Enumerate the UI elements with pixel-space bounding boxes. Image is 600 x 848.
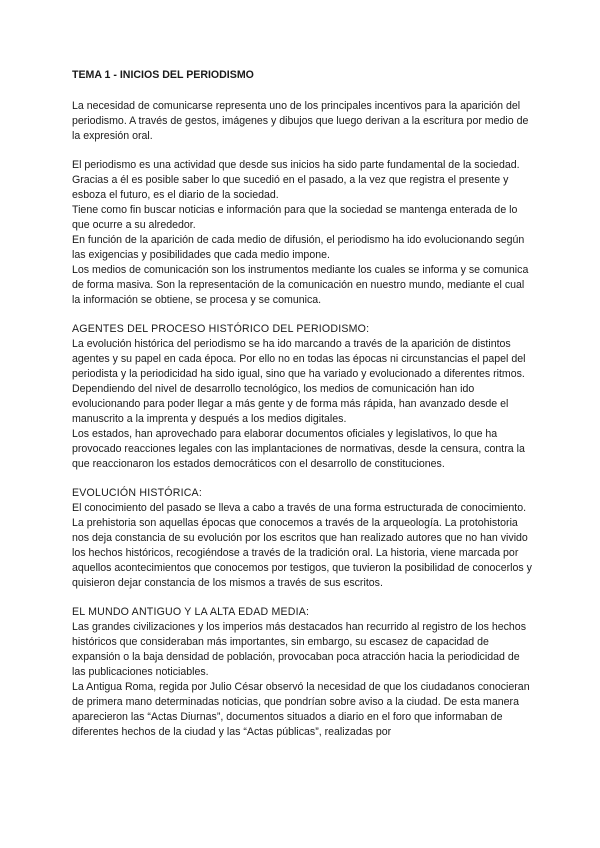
spacer [72,144,534,158]
document-title: TEMA 1 - INICIOS DEL PERIODISMO [72,69,254,81]
section-heading: EL MUNDO ANTIGUO Y LA ALTA EDAD MEDIA: [72,606,310,618]
paragraph: Los estados, han aprovechado para elaborar documentos oficiales y legislativos, lo que ha provocado reacciones legales con las implantaciones de normativas, desde la censura, contra la que reaccionaron los estados democráticos con el desarrollo de constituciones. [72,428,525,470]
paragraph: Tiene como fin buscar noticias e información para que la sociedad se mantenga enterada de lo que ocurre a su alrededor. [72,204,518,231]
section-heading: AGENTES DEL PROCESO HISTÓRICO DEL PERIODISMO: [72,323,370,335]
spacer [72,591,534,605]
intro-paragraph: La necesidad de comunicarse representa uno de los principales incentivos para la aparición del periodismo. A través de gestos, imágenes y dibujos que luego derivan a la escritura por medio de la expresión oral. [72,100,529,142]
spacer [72,472,534,486]
paragraph: Los medios de comunicación son los instrumentos mediante los cuales se informa y se comunica de forma masiva. Son la representación de la comunicación en nuestro mundo, mediante el cual la información se obtiene, se procesa y se comunica. [72,264,529,306]
paragraph: Dependiendo del nivel de desarrollo tecnológico, los medios de comunicación han ido evolucionando para poder llegar a más gente y de forma más rápida, han avanzado desde el manuscrito a la imprenta y después a los medios digitales. [72,383,509,425]
paragraph: El conocimiento del pasado se lleva a cabo a través de una forma estructurada de conocimiento. La prehistoria son aquellas épocas que conocemos a través de la arqueología. La protohistoria nos deja constancia de su evolución por los escritos que han realizado autores que no han vivido los hechos históricos, recogiéndose a través de la tradición oral. La historia, viene marcada por aquellos acontecimientos que conocemos por testigos, que tuvieron la posibilidad de conocerlos y quisieron dejar constancia de los mismos a través de sus escritos. [72,502,532,589]
document-body [72,68,534,740]
paragraph: La Antigua Roma, regida por Julio César observó la necesidad de que los ciudadanos conocieran de primera mano determinadas noticias, que pondrían sobre aviso a la ciudad. De esta manera aparecieron las “Actas Diurnas”, documentos situados a diario en el foro que informaban de diferentes hechos de la ciudad y las “Actas públicas”, realizadas por [72,681,530,738]
section-heading: EVOLUCIÓN HISTÓRICA: [72,487,202,499]
paragraph: Las grandes civilizaciones y los imperios más destacados han recurrido al registro de los hechos históricos que consideraban más importantes, sin embargo, su escasez de capacidad de expansión o la baja densidad de población, provocaban poca atracción hacia la periodicidad de las publicaciones noticiables. [72,621,526,678]
paragraph: El periodismo es una actividad que desde sus inicios ha sido parte fundamental de la sociedad. Gracias a él es posible saber lo que sucedió en el pasado, a la vez que registra el presente y esboza el futuro, es el diario de la sociedad. [72,159,520,201]
paragraph: La evolución histórica del periodismo se ha ido marcando a través de la aparición de distintos agentes y su papel en cada época. Por ello no en todas las épocas ni circunstancias el papel del periodista y la periodicidad ha sido igual, sino que ha variado y evolucionado a diferentes ritmos. [72,338,526,380]
paragraph: En función de la aparición de cada medio de difusión, el periodismo ha ido evolucionando según las exigencias y posibilidades que cada medio impone. [72,234,525,261]
spacer [72,308,534,322]
